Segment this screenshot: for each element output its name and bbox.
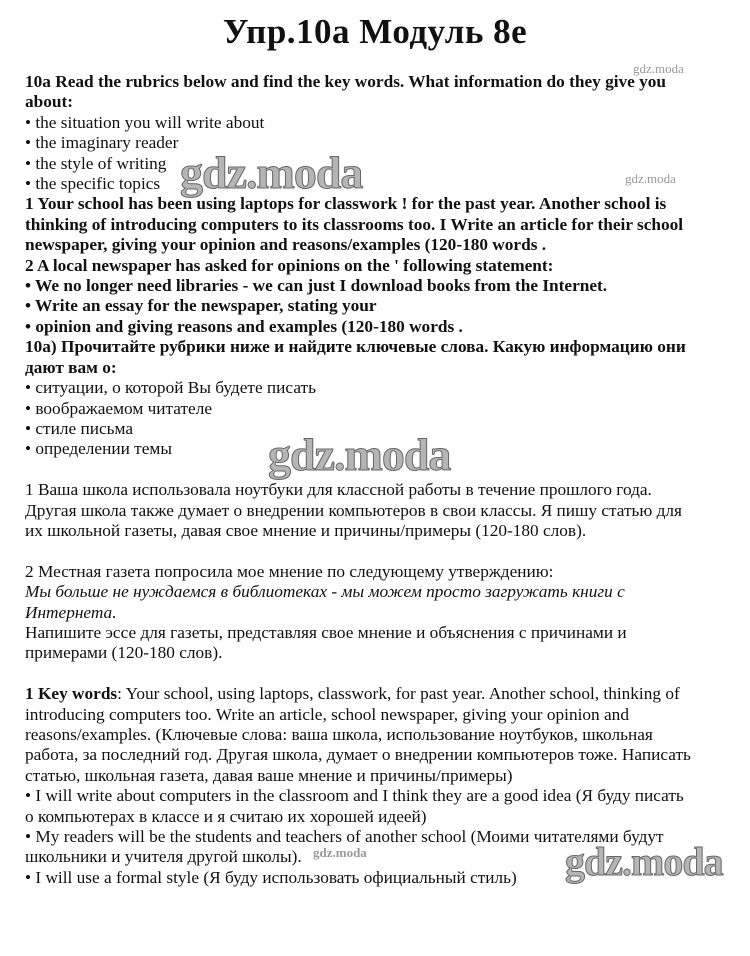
line-text: • We no longer need libraries - we can just I download books from the Internet.: [25, 276, 608, 296]
line-text: 10a Read the rubrics below and find the key words. What information do they give you: [25, 72, 667, 91]
text-line: [25, 501, 740, 521]
line-text: introducing computers too. Write an article, school newspaper, giving your opinion and: [25, 704, 629, 724]
text-line: [25, 480, 740, 500]
text-line: [25, 317, 740, 337]
text-line: [25, 684, 740, 704]
line-text: newspaper, giving your opinion and reasons/examples (120-180 words .: [25, 235, 547, 255]
line-text: школьники и учителя другой школы).: [25, 847, 302, 867]
line-text: • the style of writing: [25, 153, 167, 173]
text-line: [25, 337, 740, 357]
page-title: Упр.10а Модуль 8е: [222, 12, 528, 51]
text-line: [25, 705, 740, 725]
line-text: thinking of introducing computers to its classrooms too. I Write an article for their school: [25, 214, 684, 234]
text-line: [25, 582, 740, 602]
line-text: reasons/examples. (Ключевые слова: ваша школа, использование ноутбуков, школьная: [25, 724, 653, 744]
line-text: 10a) Прочитайте рубрики ниже и найдите ключевые слова. Какую информацию они: [25, 337, 686, 357]
line-text: • My readers will be the students and teachers of another school (Моими читателями будут: [25, 826, 664, 846]
watermark: gdz.moda: [625, 171, 676, 186]
line-text: • I will use a formal style (Я буду использовать официальный стиль): [25, 867, 517, 887]
text-line: [25, 745, 740, 765]
text-line: [25, 562, 740, 582]
text-line: [25, 786, 740, 806]
text-line: [25, 296, 740, 316]
line-text: about:: [25, 92, 74, 112]
text-line: [25, 623, 740, 643]
key-words-label: 1 Key words: [25, 684, 118, 704]
line-text: Мы больше не нуждаемся в библиотеках - мы можем просто загружать книги с: [25, 582, 625, 602]
line-text: • воображаемом читателе: [25, 398, 213, 418]
text-line: [25, 133, 740, 153]
text-line: [25, 725, 740, 745]
text-line: [25, 807, 740, 827]
line-text: • определении темы: [25, 439, 172, 459]
paragraph-gap: [25, 664, 740, 684]
line-text: 2 A local newspaper has asked for opinions on the ' following statement:: [25, 255, 554, 275]
watermark: gdz.moda: [633, 61, 684, 76]
text-line: [25, 276, 740, 296]
line-text: 1 Your school has been using laptops for classwork ! for the past year. Another school is: [25, 194, 667, 214]
watermark: gdz.moda: [180, 147, 363, 198]
text-line: [25, 378, 740, 398]
text-line: [25, 603, 740, 623]
line-text: дают вам о:: [25, 357, 117, 377]
text-line: [25, 521, 740, 541]
text-line: [25, 358, 740, 378]
line-text: Напишите эссе для газеты, представляя свое мнение и объяснения с причинами и: [25, 622, 627, 642]
text-line: [25, 92, 740, 112]
line-text: • the specific topics: [25, 174, 161, 194]
line-text: 1 Ваша школа использовала ноутбуки для классной работы в течение прошлого года.: [25, 480, 652, 500]
text-line: [25, 113, 740, 133]
text-line: [25, 215, 740, 235]
watermark: gdz.moda: [313, 845, 367, 860]
line-text: • I will write about computers in the classroom and I think they are a good idea (Я буду писать: [25, 786, 684, 806]
line-text: • the imaginary reader: [25, 133, 179, 153]
line-text: • Write an essay for the newspaper, stating your: [25, 296, 377, 316]
watermark: gdz.moda: [565, 839, 723, 884]
line-text: • ситуации, о которой Вы будете писать: [25, 378, 316, 398]
watermark: gdz.moda: [268, 429, 451, 480]
paragraph-gap: [25, 541, 740, 561]
line-text: 2 Местная газета попросила мое мнение по следующему утверждению:: [25, 561, 554, 581]
line-text: : Your school, using laptops, classwork, for past year. Another school, thinking of: [117, 684, 680, 704]
text-line: [25, 643, 740, 663]
text-line: [25, 399, 740, 419]
line-text: их школьной газеты, давая свое мнение и причины/примеры (120-180 слов).: [25, 520, 587, 540]
line-text: примерами (120-180 слов).: [25, 643, 223, 663]
text-line: [25, 194, 740, 214]
line-text: работа, за последний год. Другая школа, думает о внедрении компьютеров тоже. Написать: [25, 745, 691, 765]
line-text: статью, школьная газета, давая ваше мнение и причины/примеры): [25, 765, 513, 785]
line-text: Интернета.: [25, 602, 117, 622]
line-text: • the situation you will write about: [25, 112, 265, 132]
line-text: о компьютерах в классе и я считаю их хорошей идеей): [25, 806, 427, 826]
text-line: [25, 235, 740, 255]
text-line: [25, 256, 740, 276]
line-text: • стиле письма: [25, 418, 133, 438]
text-line: [25, 766, 740, 786]
line-text: Другая школа также думает о внедрении компьютеров в свои классы. Я пишу статью для: [25, 500, 683, 520]
line-text: • opinion and giving reasons and examples (120-180 words .: [25, 316, 463, 336]
